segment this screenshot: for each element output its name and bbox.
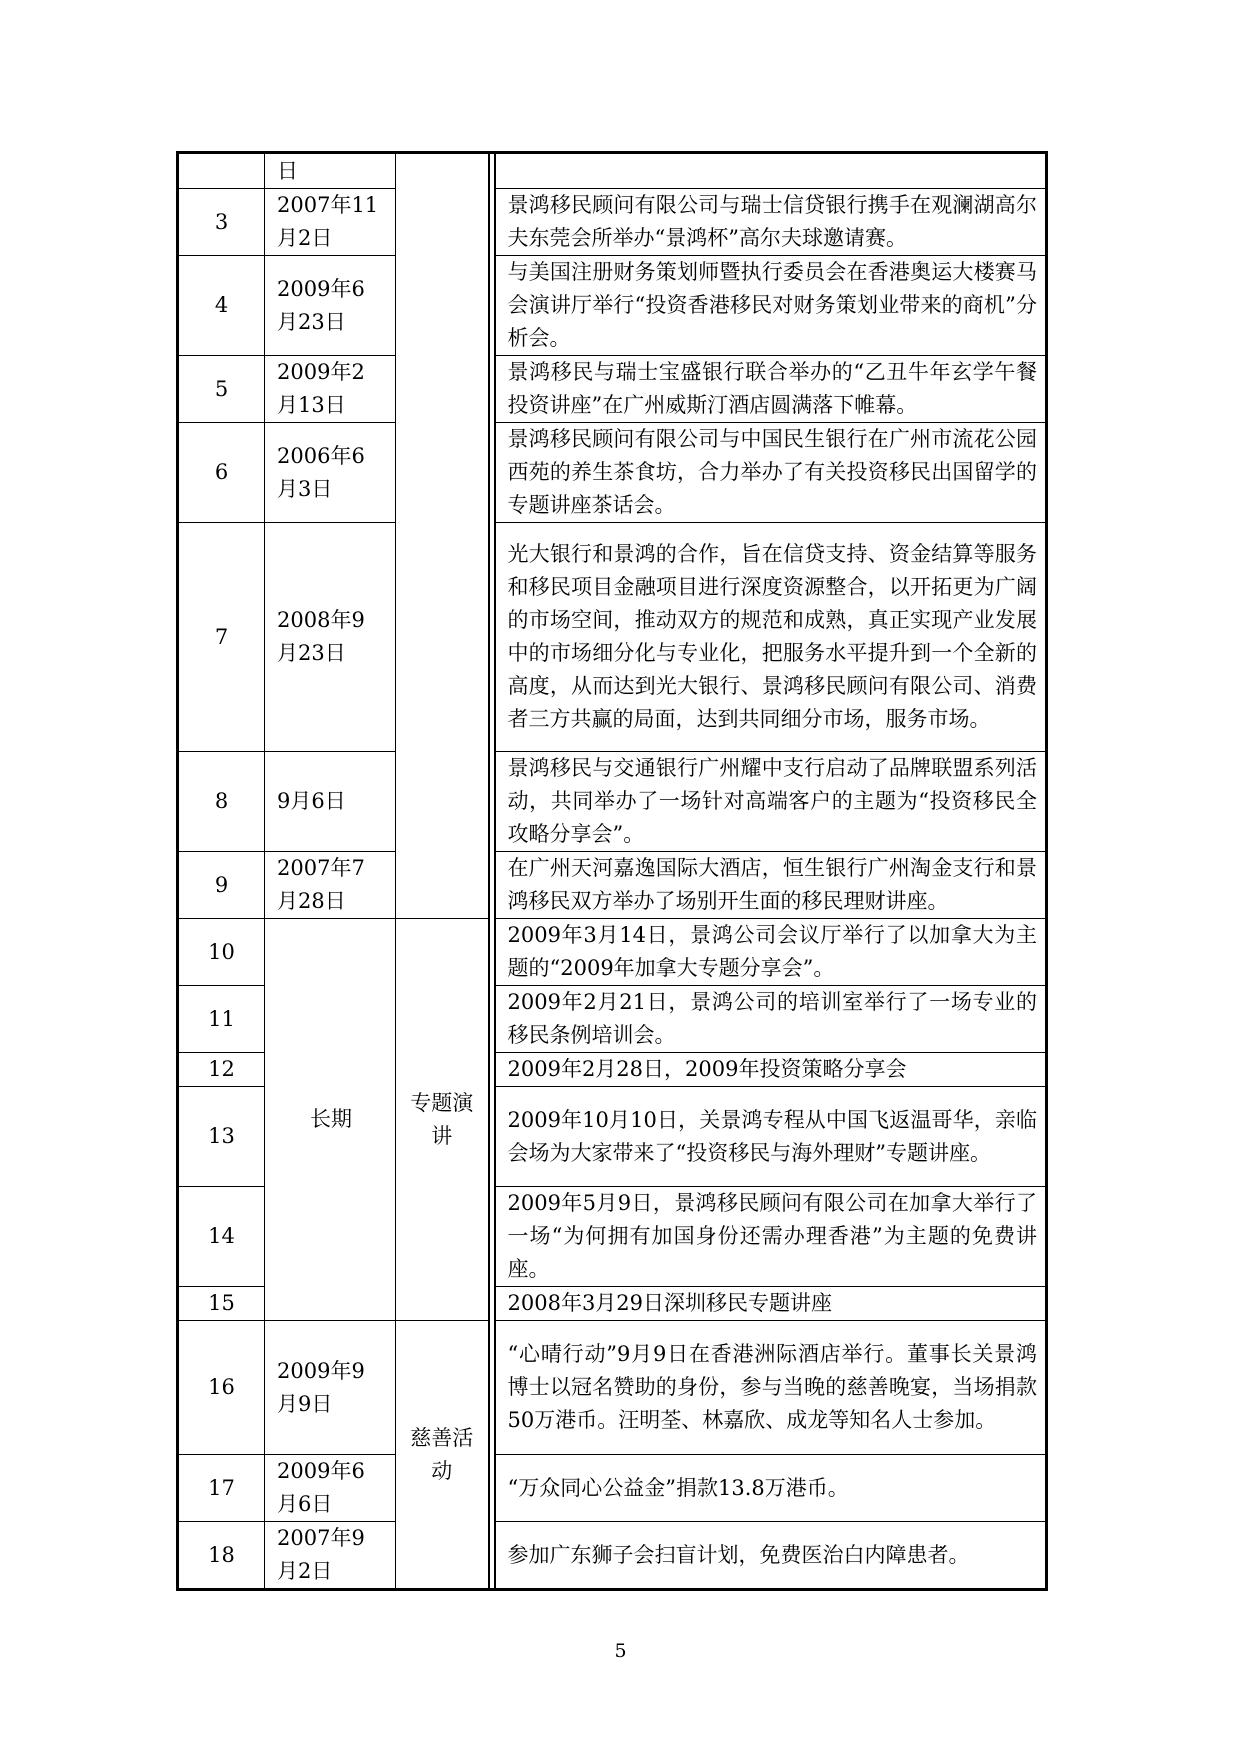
- row-number: 17: [178, 1455, 265, 1522]
- row-number: [178, 153, 265, 189]
- row-description: “心晴行动”9月9日在香港洲际酒店举行。董事长关景鸿博士以冠名赞助的身份，参与当晚的慈善晚宴，当场捐款50万港币。汪明荃、林嘉欣、成龙等知名人士参加。: [495, 1321, 1047, 1455]
- table-row: [178, 852, 1047, 919]
- row-date: 2009年9月9日: [265, 1321, 396, 1455]
- row-date: 2008年9月23日: [265, 523, 396, 752]
- row-description: “万众同心公益金”捐款13.8万港币。: [495, 1455, 1047, 1522]
- table-row: [178, 523, 1047, 752]
- row-number: 3: [178, 189, 265, 256]
- group-long-term: 长期: [265, 919, 396, 1321]
- row-number: 4: [178, 256, 265, 356]
- table-row: [178, 256, 1047, 356]
- row-description: 景鸿移民顾问有限公司与瑞士信贷银行携手在观澜湖高尔夫东莞会所举办“景鸿杯”高尔夫球邀请赛。: [495, 189, 1047, 256]
- row-description: 在广州天河嘉逸国际大酒店，恒生银行广州淘金支行和景鸿移民双方举办了场别开生面的移民理财讲座。: [495, 852, 1047, 919]
- row-number: 7: [178, 523, 265, 752]
- row-number: 8: [178, 752, 265, 852]
- table-row: [178, 752, 1047, 852]
- row-description: 与美国注册财务策划师暨执行委员会在香港奥运大楼赛马会演讲厅举行“投资香港移民对财务策划业带来的商机”分析会。: [495, 256, 1047, 356]
- table-row: [178, 919, 1047, 986]
- row-description: 景鸿移民与交通银行广州耀中支行启动了品牌联盟系列活动，共同举办了一场针对高端客户的主题为“投资移民全攻略分享会”。: [495, 752, 1047, 852]
- row-date: 日: [265, 153, 396, 189]
- row-description: 2009年3月14日，景鸿公司会议厅举行了以加拿大为主题的“2009年加拿大专题分享会”。: [495, 919, 1047, 986]
- row-number: 12: [178, 1053, 265, 1087]
- row-number: 6: [178, 423, 265, 523]
- row-description: 2009年5月9日，景鸿移民顾问有限公司在加拿大举行了一场“为何拥有加国身份还需办理香港”为主题的免费讲座。: [495, 1187, 1047, 1287]
- row-description: 光大银行和景鸿的合作，旨在信贷支持、资金结算等服务和移民项目金融项目进行深度资源整合，以开拓更为广阔的市场空间，推动双方的规范和成熟，真正实现产业发展中的市场细分化与专业化，把服务水平提升到一个全新的高度，从而达到光大银行、景鸿移民顾问有限公司、消费者三方共赢的局面，达到共同细分市场，服务市场。: [495, 523, 1047, 752]
- row-number: 18: [178, 1522, 265, 1590]
- row-description: 参加广东狮子会扫盲计划，免费医治白内障患者。: [495, 1522, 1047, 1590]
- row-description: 景鸿移民与瑞士宝盛银行联合举办的“乙丑牛年玄学午餐投资讲座”在广州威斯汀酒店圆满落下帷幕。: [495, 356, 1047, 423]
- activity-table: [176, 151, 1048, 1591]
- row-date: 2006年6月3日: [265, 423, 396, 523]
- table-row: [178, 1522, 1047, 1590]
- category-cell: [396, 153, 489, 919]
- table-row: [178, 189, 1047, 256]
- row-date: 2009年2月13日: [265, 356, 396, 423]
- row-number: 5: [178, 356, 265, 423]
- row-number: 14: [178, 1187, 265, 1287]
- row-description: 2009年2月21日，景鸿公司的培训室举行了一场专业的移民条例培训会。: [495, 986, 1047, 1053]
- table-row: [178, 356, 1047, 423]
- row-date: 9月6日: [265, 752, 396, 852]
- row-description: 景鸿移民顾问有限公司与中国民生银行在广州市流花公园西苑的养生茶食坊，合力举办了有关投资移民出国留学的专题讲座茶话会。: [495, 423, 1047, 523]
- row-date: 2009年6月6日: [265, 1455, 396, 1522]
- row-number: 16: [178, 1321, 265, 1455]
- row-date: 2009年6月23日: [265, 256, 396, 356]
- row-description: 2009年10月10日，关景鸿专程从中国飞返温哥华，亲临会场为大家带来了“投资移民与海外理财”专题讲座。: [495, 1087, 1047, 1187]
- row-number: 15: [178, 1287, 265, 1321]
- row-number: 10: [178, 919, 265, 986]
- table-row: [178, 1455, 1047, 1522]
- row-number: 9: [178, 852, 265, 919]
- table-row: [178, 423, 1047, 523]
- row-number: 11: [178, 986, 265, 1053]
- page-number: 5: [614, 1640, 627, 1662]
- table-row: [178, 153, 1047, 189]
- row-description: 2008年3月29日深圳移民专题讲座: [495, 1287, 1047, 1321]
- row-date: 2007年7月28日: [265, 852, 396, 919]
- row-number: 13: [178, 1087, 265, 1187]
- row-date: 2007年11月2日: [265, 189, 396, 256]
- row-date: 2007年9月2日: [265, 1522, 396, 1590]
- row-description: [495, 153, 1047, 189]
- group-charity: 慈善活动: [396, 1321, 489, 1590]
- row-description: 2009年2月28日，2009年投资策略分享会: [495, 1053, 1047, 1087]
- group-lecture: 专题演讲: [396, 919, 489, 1321]
- table-row: [178, 1321, 1047, 1455]
